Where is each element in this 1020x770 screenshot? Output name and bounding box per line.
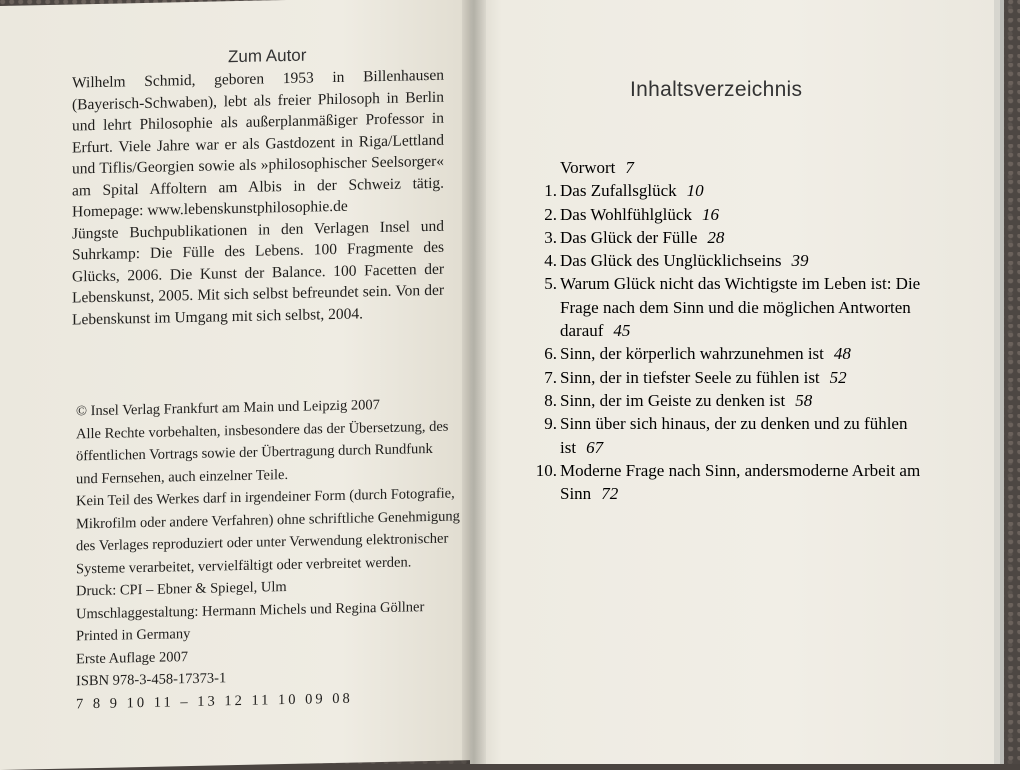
imprint-line: Systeme verarbeitet, vervielfältigt oder verbreitet werden.: [76, 553, 412, 577]
toc-entry-title: Sinn, der im Geiste zu denken ist: [560, 390, 786, 410]
imprint-line: Kein Teil des Werkes darf in irgendeiner Form (durch Fotografie,: [76, 485, 455, 510]
imprint-print-line: 7 8 9 10 11 – 13 12 11 10 09 08: [76, 690, 353, 712]
table-of-contents: [530, 156, 950, 505]
toc-entry-number: 5.: [544, 274, 557, 294]
toc-entry-number: 1.: [544, 181, 557, 201]
author-bio: [72, 65, 444, 331]
toc-entry-title: Das Wohlfühlglück: [560, 204, 692, 224]
toc-entry-title: Das Zufallsglück: [560, 181, 677, 201]
imprint-line: Mikrofilm oder andere Verfahren) ohne schriftliche Genehmigung: [76, 507, 460, 532]
toc-entry-title: Sinn, der in tiefster Seele zu fühlen ist: [560, 367, 820, 387]
toc-entry-number: 4.: [544, 251, 557, 271]
toc-entry-title: Sinn über sich hinaus, der zu denken und zu fühlen ist: [560, 414, 908, 457]
imprint-cover-design: Umschlaggestaltung: Hermann Michels und Regina Göllner: [76, 598, 425, 622]
toc-entry-title: Das Glück des Unglücklichseins: [560, 251, 782, 271]
toc-entry: [530, 156, 950, 179]
toc-entry-title: Das Glück der Fülle: [560, 227, 698, 247]
toc-entry-page: 72: [601, 484, 619, 504]
imprint-line: des Verlages reproduziert oder unter Verwendung elektronischer: [76, 530, 449, 555]
toc-entry: [530, 249, 950, 272]
toc-entry: [530, 459, 950, 506]
author-heading: Zum Autor: [228, 45, 307, 67]
toc-entry: [530, 272, 950, 342]
toc-entry-page: 58: [795, 390, 813, 410]
toc-entry: [530, 342, 950, 365]
toc-entry: [530, 203, 950, 226]
toc-entry: [530, 389, 950, 412]
toc-entry-title: Warum Glück nicht das Wichtigste im Leben ist: Die Frage nach dem Sinn und die möglichen Antworten darauf: [560, 274, 921, 341]
toc-entry-page: 48: [833, 344, 851, 364]
toc-entry-page: 45: [613, 321, 631, 341]
toc-entry-number: 9.: [544, 414, 557, 434]
imprint-printed-in: Printed in Germany: [76, 626, 191, 645]
toc-entry-number: 7.: [544, 367, 557, 387]
imprint-line: und Fernsehen, auch einzelner Teile.: [76, 466, 289, 487]
toc-entry-page: 10: [686, 181, 704, 201]
left-page: [0, 0, 488, 770]
book-gutter: [462, 0, 486, 764]
toc-entry-number: 10.: [535, 460, 557, 480]
toc-entry-page: 16: [701, 204, 719, 224]
toc-entry-number: 2.: [544, 204, 557, 224]
imprint-printer: Druck: CPI – Ebner & Spiegel, Ulm: [76, 578, 287, 600]
toc-entry-title: Vorwort: [560, 158, 616, 177]
imprint-copyright: © Insel Verlag Frankfurt am Main und Leipzig 2007: [76, 397, 380, 420]
toc-entry-page: 52: [829, 367, 847, 387]
author-bio-paragraph: Wilhelm Schmid, geboren 1953 in Billenhausen (Bayerisch-Schwaben), lebt als freier Philosoph in Berlin und lehrt Philosophie als außerplanmäßiger Professor in Erfurt. Viele Jahre war er als Gastdozent in Riga/Lettland und Tiflis/Georgien sowie als »philosophischer Seelsorger« am Spital Affoltern am Albis in der Schweiz tätig. Homepage: www.lebenskunstphilosophie.de: [72, 66, 444, 221]
toc-entry-number: 3.: [544, 227, 557, 247]
toc-entry: [530, 226, 950, 249]
imprint-edition: Erste Auflage 2007: [76, 648, 188, 667]
toc-entry-page: 67: [586, 437, 604, 457]
imprint-line: öffentlichen Vortrags sowie der Übertragung durch Rundfunk: [76, 440, 433, 465]
toc-entry-number: 6.: [544, 344, 557, 364]
toc-title: Inhaltsverzeichnis: [630, 78, 803, 101]
toc-entry-title: Sinn, der körperlich wahrzunehmen ist: [560, 344, 824, 364]
toc-entry: [530, 179, 950, 202]
imprint-isbn: ISBN 978-3-458-17373-1: [76, 670, 227, 690]
toc-entry-page: 39: [791, 251, 809, 271]
imprint: [76, 392, 460, 715]
toc-entry-title: Moderne Frage nach Sinn, andersmoderne Arbeit am Sinn: [560, 460, 921, 504]
toc-entry-page: 28: [707, 227, 725, 247]
toc-entry: [530, 412, 950, 459]
toc-entry-page: 7: [625, 158, 634, 177]
imprint-line: Alle Rechte vorbehalten, insbesondere das der Übersetzung, des: [76, 418, 449, 442]
toc-entry: [530, 366, 950, 389]
author-publications-paragraph: Jüngste Buchpublikationen in den Verlagen Insel und Suhrkamp: Die Fülle des Lebens. 100 Fragmente des Glücks, 2006. Die Kunst der Balance. 100 Facetten der Lebenskunst, 2005. Mit sich selbst befreundet sein. Von der Lebenskunst im Umgang mit sich selbst, 2004.: [72, 217, 444, 328]
toc-entry-number: 8.: [544, 390, 557, 410]
